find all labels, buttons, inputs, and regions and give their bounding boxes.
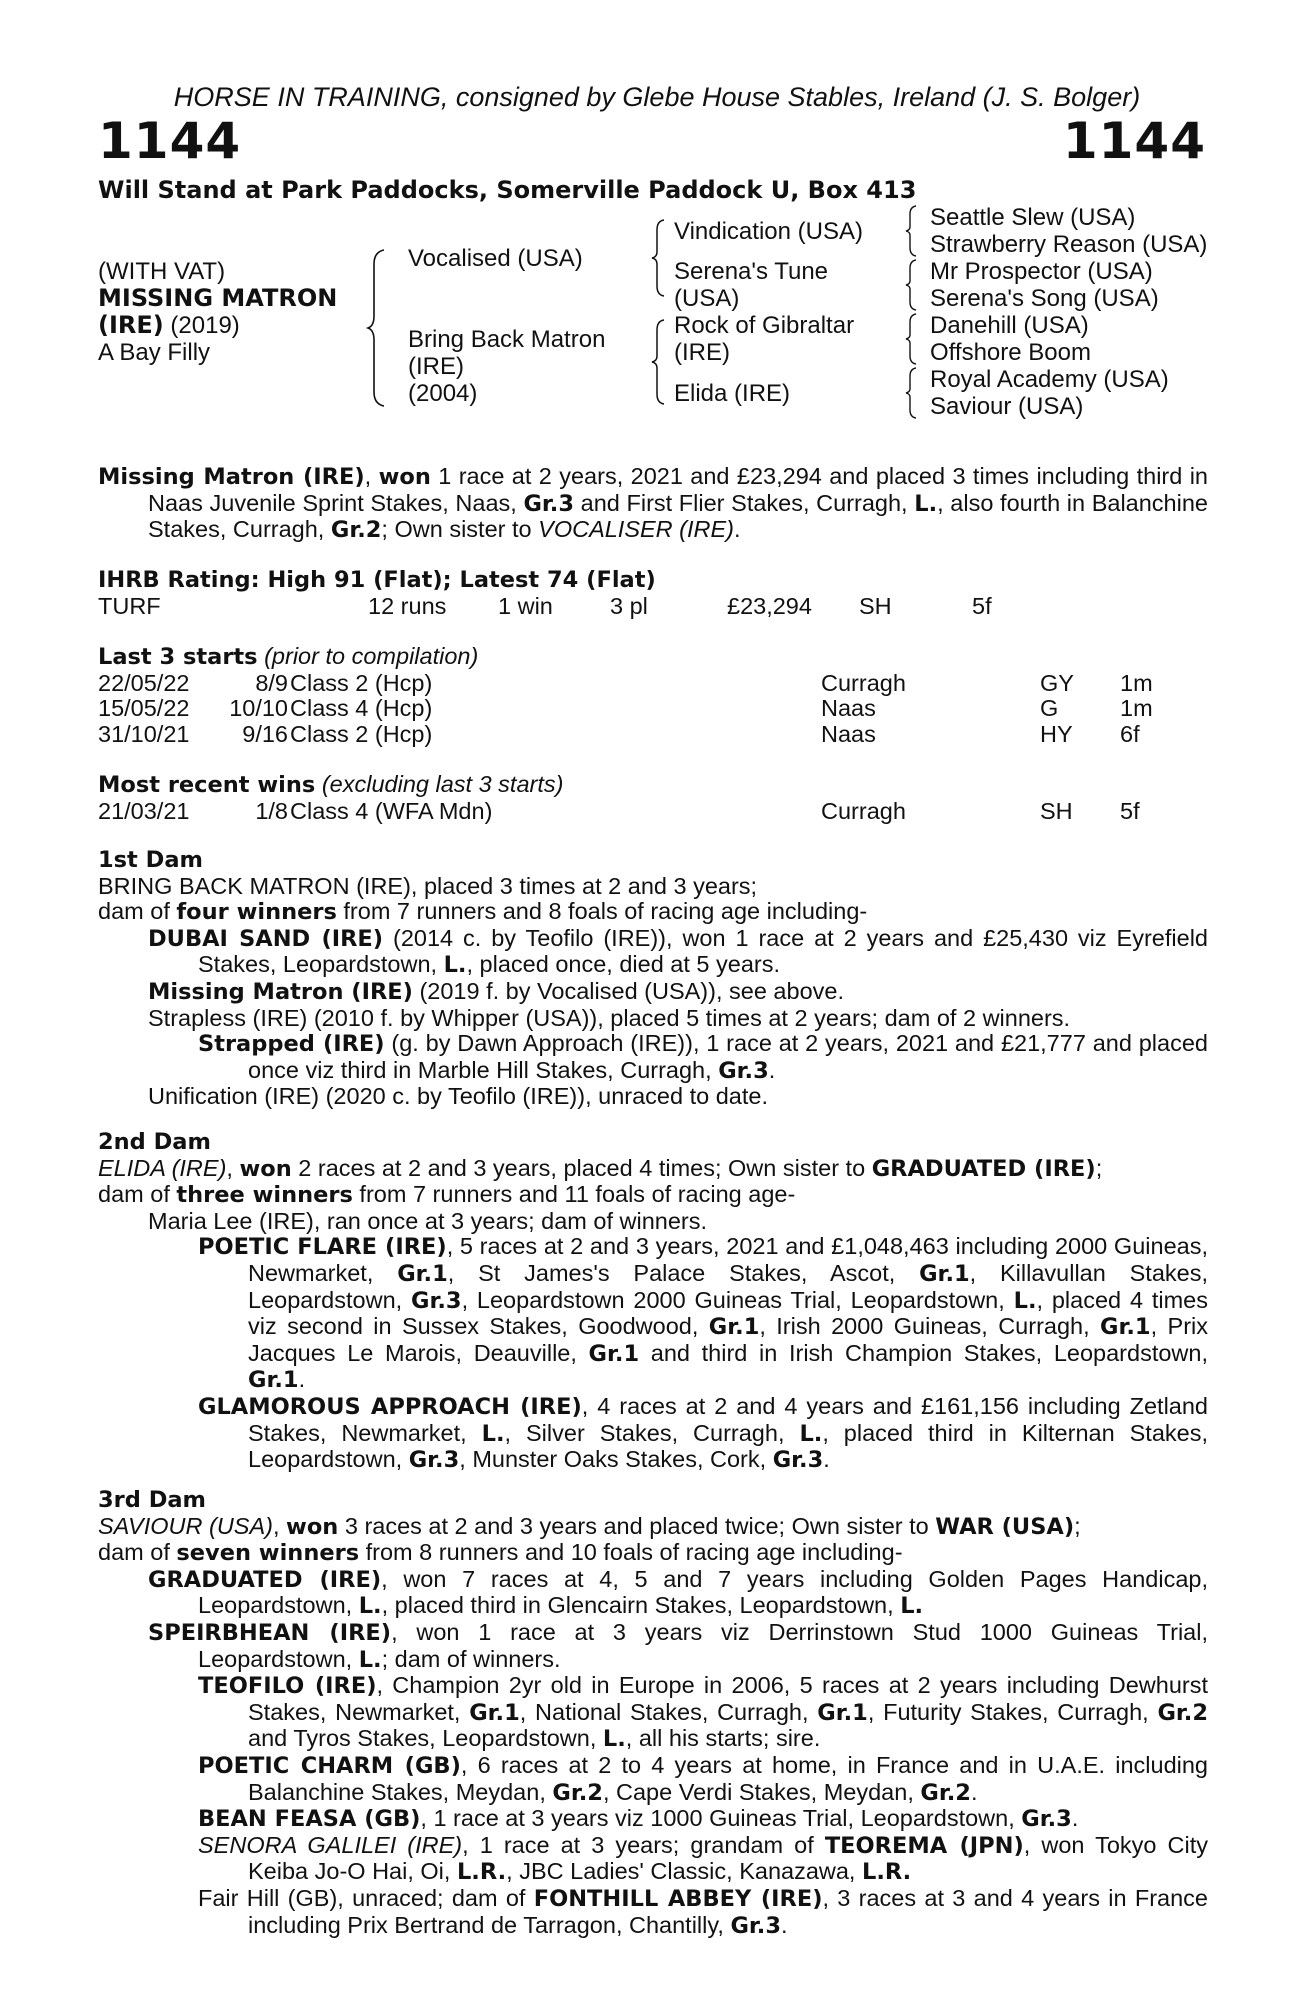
- sire-dam-sire: Mr Prospector (USA): [930, 258, 1153, 285]
- horse-name-suffix: (IRE) (2019): [98, 311, 240, 339]
- race-summary: Missing Matron (IRE), won 1 race at 2 years, 2021 and £23,294 and placed 3 times including third in Naas Juvenile Sprint Stakes, Naas, Gr.3 and First Flier Stakes, Curragh, L., also fourth in Balanchine Stakes, Curragh, Gr.2; Own sister to VOCALISER (IRE).: [98, 463, 1208, 544]
- start-row: 15/05/22 10/10 Class 4 (Hcp) Naas G 1m: [98, 695, 1153, 722]
- horse-name: MISSING MATRON: [98, 284, 338, 312]
- second-dam-section: 2nd Dam ELIDA (IRE), won 2 races at 2 and 3 years, placed 4 times; Own sister to GRADUATED (IRE); dam of three winners from 7 runners and 11 foals of racing age- Maria Lee (IRE), ran once at 3 years; dam of winners. POETIC FLARE (IRE), 5 races at 2 and 3 years, 2021 and £1,048,463 including 2000 Guineas, Newmarket, Gr.1, St James's Palace Stakes, Ascot, Gr.1, Killavullan Stakes, Leopardstown, Gr.3, Leopardstown 2000 Guineas Trial, Leopardstown, L., placed 4 times viz second in Sussex Stakes, Goodwood, Gr.1, Irish 2000 Guineas, Curragh, Gr.1, Prix Jacques Le Marois, Deauville, Gr.1 and third in Irish Champion Stakes, Leopardstown, Gr.1. GLAMOROUS APPROACH (IRE), 4 races at 2 and 4 years and £161,156 including Zetland Stakes, Newmarket, L., Silver Stakes, Curragh, L., placed third in Kilternan Stakes, Leopardstown, Gr.3, Munster Oaks Stakes, Cork, Gr.3.: [98, 1129, 1209, 1474]
- sire-sire: Vindication (USA): [674, 218, 863, 245]
- start-row: 31/10/21 9/16 Class 2 (Hcp) Naas HY 6f: [98, 720, 1140, 747]
- dam-sire-line2: (IRE): [674, 339, 730, 366]
- stand-location: Will Stand at Park Paddocks, Somerville Paddock U, Box 413: [98, 176, 917, 204]
- first-dam-heading: 1st Dam: [98, 847, 203, 873]
- third-dam-section: 3rd Dam SAVIOUR (USA), won 3 races at 2 and 3 years and placed twice; Own sister to WAR (USA); dam of seven winners from 8 runners and 10 foals of racing age including- GRADUATED (IRE), won 7 races at 4, 5 and 7 years including Golden Pages Handicap, Leopardstown, L., placed third in Glencairn Stakes, Leopardstown, L. SPEIRBHEAN (IRE), won 1 race at 3 years viz Derrinstown Stud 1000 Guineas Trial, Leopardstown, L.; dam of winners. TEOFILO (IRE), Champion 2yr old in Europe in 2006, 5 races at 2 years including Dewhurst Stakes, Newmarket, Gr.1, National Stakes, Curragh, Gr.1, Futurity Stakes, Curragh, Gr.2 and Tyros Stakes, Leopardstown, L., all his starts; sire. POETIC CHARM (GB), 6 races at 2 to 4 years at home, in France and in U.A.E. including Balanchine Stakes, Meydan, Gr.2, Cape Verdi Stakes, Meydan, Gr.2. BEAN FEASA (GB), 1 race at 3 years viz 1000 Guineas Trial, Leopardstown, Gr.3. SENORA GALILEI (IRE), 1 race at 3 years; grandam of TEOREMA (JPN), won Tokyo City Keiba Jo-O Hai, Oi, L.R., JBC Ladies' Classic, Kanazawa, L.R. Fair Hill (GB), unraced; dam of FONTHILL ABBEY (IRE), 3 races at 3 and 4 years in France including Prix Bertrand de Tarragon, Chantilly, Gr.3.: [98, 1487, 1209, 1939]
- start-row: 22/05/22 8/9 Class 2 (Hcp) Curragh GY 1m: [98, 669, 1153, 696]
- sire-name: Vocalised (USA): [408, 245, 583, 272]
- last-starts-heading: Last 3 starts (prior to compilation): [98, 643, 479, 670]
- dam-name-line1: Bring Back Matron: [408, 326, 606, 353]
- brace-sd: [904, 258, 920, 312]
- dam-dam-sire: Royal Academy (USA): [930, 366, 1169, 393]
- first-dam-section: 1st Dam BRING BACK MATRON (IRE), placed 3 times at 2 and 3 years; dam of four winners from 7 runners and 8 foals of racing age including- DUBAI SAND (IRE) (2014 c. by Teofilo (IRE)), won 1 race at 2 years and £25,430 viz Eyrefield Stakes, Leopardstown, L., placed once, died at 5 years. Missing Matron (IRE) (2019 f. by Vocalised (USA)), see above. Strapless (IRE) (2010 f. by Whipper (USA)), placed 5 times at 2 years; dam of 2 winners. Strapped (IRE) (g. by Dawn Approach (IRE)), 1 race at 2 years, 2021 and £21,777 and placed once viz third in Marble Hill Stakes, Curragh, Gr.3. Unification (IRE) (2020 c. by Teofilo (IRE)), unraced to date.: [98, 847, 1208, 1110]
- sire-dam-line2: (USA): [674, 285, 740, 312]
- lot-number-right: 1144: [1062, 112, 1206, 170]
- dam-sire-sire: Danehill (USA): [930, 312, 1089, 339]
- second-dam-heading: 2nd Dam: [98, 1129, 211, 1155]
- pedigree-brace: [366, 248, 388, 408]
- brace-ds: [904, 312, 920, 366]
- dam-brace: [650, 318, 668, 406]
- last-starts-section: [98, 644, 1208, 747]
- dam-year: (2004): [408, 380, 478, 407]
- sire-dam-dam: Serena's Song (USA): [930, 285, 1159, 312]
- brace-dd: [904, 366, 920, 420]
- win-row: 21/03/21 1/8 Class 4 (WFA Mdn) Curragh SH 5f: [98, 797, 1140, 824]
- rating-heading: IHRB Rating: High 91 (Flat); Latest 74 (Flat): [98, 567, 656, 593]
- sire-sire-sire: Seattle Slew (USA): [930, 204, 1136, 231]
- recent-wins-section: [98, 772, 1208, 824]
- rating-section: [98, 568, 1208, 619]
- brace-ss: [904, 204, 920, 258]
- sire-dam-line1: Serena's Tune: [674, 258, 829, 285]
- lot-number-left: 1144: [98, 112, 242, 170]
- horse-description: A Bay Filly: [98, 339, 211, 366]
- dam-dam-dam: Saviour (USA): [930, 393, 1084, 420]
- dam-name-line2: (IRE): [408, 353, 464, 380]
- recent-wins-heading: Most recent wins (excluding last 3 starts): [98, 771, 564, 798]
- sire-brace: [650, 218, 668, 298]
- rating-row: TURF 12 runs 1 win 3 pl £23,294 SH 5f: [98, 592, 992, 619]
- third-dam-heading: 3rd Dam: [98, 1487, 206, 1513]
- vat-label: (WITH VAT): [98, 258, 226, 285]
- dam-dam: Elida (IRE): [674, 380, 791, 407]
- consignment-line: HORSE IN TRAINING, consigned by Glebe House Stables, Ireland (J. S. Bolger): [173, 82, 1141, 112]
- sire-sire-dam: Strawberry Reason (USA): [930, 231, 1208, 258]
- dam-sire-dam: Offshore Boom: [930, 339, 1091, 366]
- dam-sire-line1: Rock of Gibraltar: [674, 312, 855, 339]
